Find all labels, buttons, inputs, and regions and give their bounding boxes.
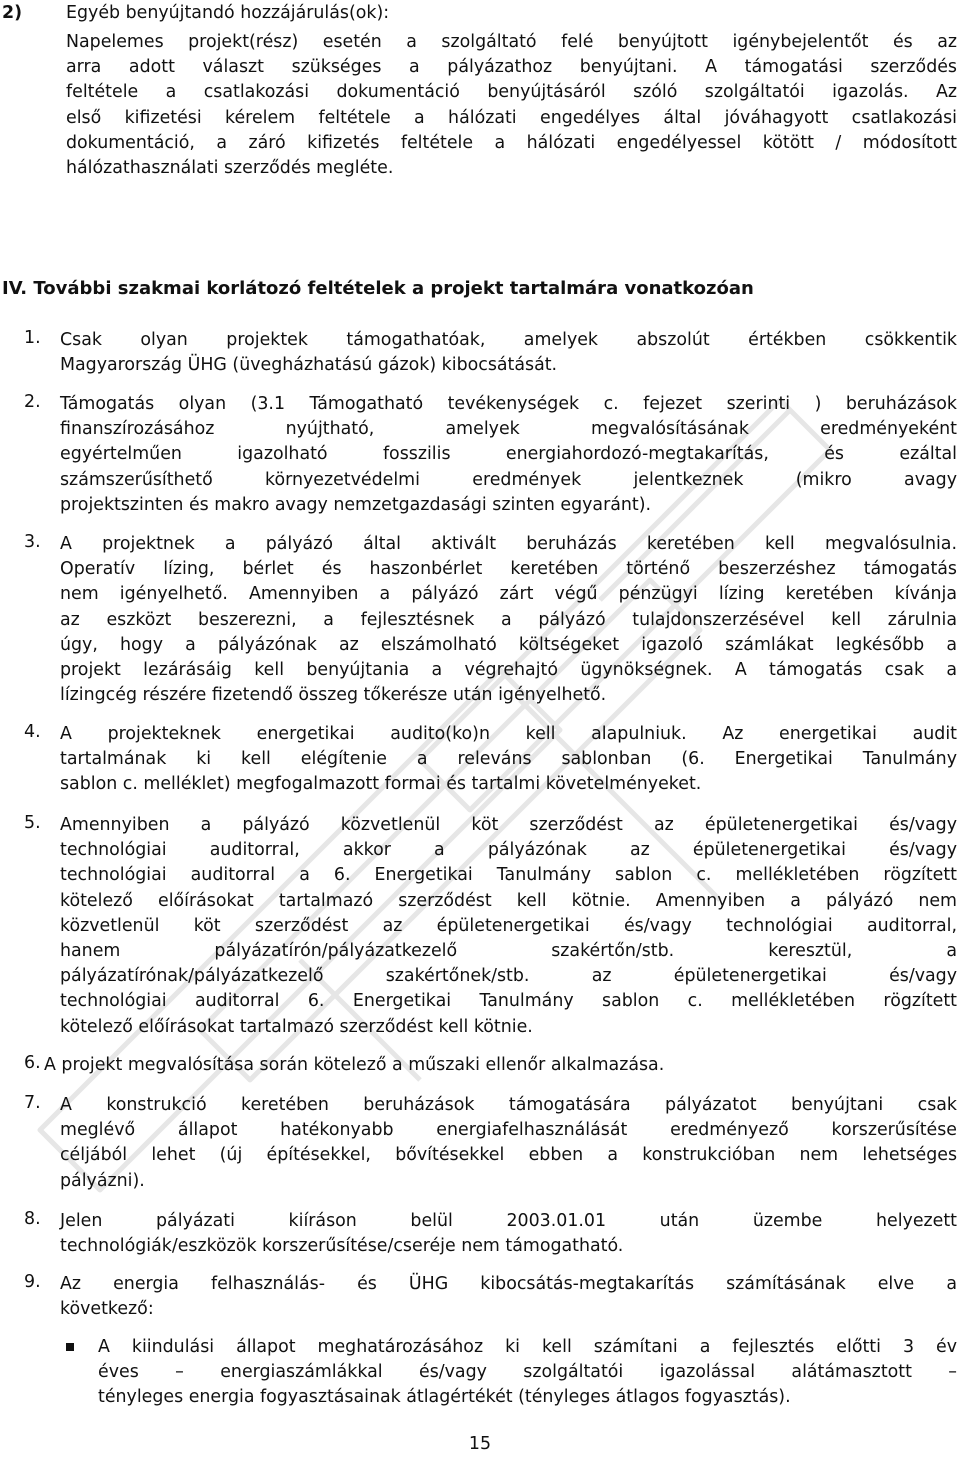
item-number: 7. (24, 1093, 41, 1113)
text-line: hálózathasználati szerződés megléte. (66, 158, 394, 179)
text-line: A projekt megvalósítása során kötelező a műszaki ellenőr alkalmazása. (44, 1055, 665, 1075)
list-item (60, 722, 957, 798)
text-line: kötelező előírásokat tartalmazó szerződést kell kötnie. Amennyiben a pályázó nem (60, 890, 957, 911)
list-item (60, 392, 957, 518)
text-line: egyértelműen igazolható fosszilis energiahordozó-megtakarítás, és ezáltal (60, 444, 957, 465)
text-line: projekt lezárásáig kell benyújtania a végrehajtó ügynökségnek. A támogatás csak a (60, 660, 957, 681)
section-title: Egyéb benyújtandó hozzájárulás(ok): (66, 3, 390, 23)
text-line: projektszinten és makro avagy nemzetgazdasági szinten egyaránt). (60, 494, 652, 515)
text-line: A kiindulási állapot meghatározásához ki kell számítani a fejlesztés előtti 3 év (98, 1337, 957, 1357)
text-line: következő: (60, 1299, 154, 1320)
text-line: első kifizetési kérelem feltétele a hálózati engedélyes által jóváhagyott csatlakozási (66, 107, 957, 128)
text-line: az eszközt beszerezni, a fejlesztésnek a pályázó tulajdonszerzésével kell zárulnia (60, 609, 957, 630)
list-item (60, 1093, 957, 1194)
text-line: tartalmának ki kell elégítenie a releváns sablonban (6. Energetikai Tanulmány (60, 749, 957, 770)
text-line: közvetlenül köt szerződést az épületenergetikai és/vagy technológiai auditorral, (60, 915, 957, 936)
text-line: éves – energiaszámlákkal és/vagy szolgáltatói igazolással alátámasztott – (98, 1362, 957, 1383)
item-number: 3. (24, 532, 41, 552)
section2-paragraph (66, 30, 957, 181)
text-line: A konstrukció keretében beruházások támogatására pályázatot benyújtani csak (60, 1095, 957, 1115)
bullet-item (98, 1335, 957, 1411)
text-line: tényleges energia fogyasztásainak átlagértékét (tényleges átlagos fogyasztás). (98, 1387, 791, 1408)
text-line: dokumentáció, a záró kifizetés feltétele a hálózati engedélyessel kötött / módosított (66, 132, 957, 153)
text-line: technológiai auditorral a 6. Energetikai Tanulmány sablon c. mellékletében rögzített (60, 865, 957, 886)
text-line: pályázni). (60, 1170, 145, 1191)
text-line: technológiai auditorral, akkor a pályázónak az épületenergetikai és/vagy (60, 840, 957, 861)
item-number: 6. (24, 1053, 41, 1073)
text-line: Jelen pályázati kiíráson belül 2003.01.01 után üzembe helyezett (60, 1211, 957, 1231)
page-number: 15 (468, 1434, 492, 1454)
text-line: nem igényelhető. Amennyiben a pályázó zárt végű pénzügyi lízing keretében kívánja (60, 584, 957, 605)
section-number: 2) (2, 3, 23, 23)
item-number: 5. (24, 813, 41, 833)
text-line: számszerűsíthető környezetvédelmi eredmények jelentkeznek (mikro avagy (60, 469, 957, 490)
text-line: meglévő állapot hatékonyabb energiafelhasználását eredményező korszerűsítése (60, 1120, 957, 1141)
section-heading: IV. További szakmai korlátozó feltételek a projekt tartalmára vonatkozóan (2, 278, 754, 299)
list-item (60, 813, 957, 1040)
list-item (60, 328, 957, 378)
text-line: céljából lehet (új építésekkel, bővítésekkel ebben a konstrukcióban nem lehetséges (60, 1145, 957, 1166)
text-line: technológiai auditorral 6. Energetikai Tanulmány sablon c. mellékletében rögzített (60, 991, 957, 1012)
text-line: hanem pályázatírón/pályázatkezelő szakértőn/stb. keresztül, a (60, 941, 957, 962)
item-number: 2. (24, 392, 41, 412)
text-line: technológiák/eszközök korszerűsítése/cseréje nem támogatható. (60, 1236, 624, 1257)
item-number: 8. (24, 1209, 41, 1229)
text-line: Az energia felhasználás- és ÜHG kibocsátás-megtakarítás számításának elve a (60, 1274, 957, 1294)
text-line: Napelemes projekt(rész) esetén a szolgáltató felé benyújtott igénybejelentőt és az (66, 32, 957, 52)
text-line: Csak olyan projektek támogathatóak, amelyek abszolút értékben csökkentik (60, 330, 957, 350)
list-item (60, 1272, 957, 1322)
text-line: kötelező előírásokat tartalmazó szerződést kell kötnie. (60, 1016, 533, 1037)
bullet-square-icon (66, 1343, 74, 1351)
text-line: Támogatás olyan (3.1 Támogatható tevékenységek c. fejezet szerinti ) beruházások (60, 394, 957, 414)
text-line: Operatív lízing, bérlet és haszonbérlet keretében történő beszerzéshez támogatás (60, 559, 957, 580)
text-line: A projekteknek energetikai audito(ko)n kell alapulniuk. Az energetikai audit (60, 724, 957, 744)
text-line: sablon c. melléklet) megfogalmazott formai és tartalmi követelményeket. (60, 774, 702, 795)
text-line: lízingcég részére fizetendő összeg tőkerésze után igényelhető. (60, 685, 607, 706)
item-number: 9. (24, 1272, 41, 1292)
item-number: 1. (24, 328, 41, 348)
list-item (60, 1209, 957, 1259)
text-line: arra adott választ szükséges a pályázathoz benyújtani. A támogatási szerződés (66, 57, 957, 78)
text-line: feltétele a csatlakozási dokumentáció benyújtásáról szóló szolgáltatói igazolás. Az (66, 82, 957, 103)
text-line: pályázatírónak/pályázatkezelő szakértőnek/stb. az épületenergetikai és/vagy (60, 966, 957, 987)
text-line: Amennyiben a pályázó közvetlenül köt szerződést az épületenergetikai és/vagy (60, 815, 957, 835)
text-line: Magyarország ÜHG (üvegházhatású gázok) kibocsátását. (60, 355, 558, 376)
text-line: úgy, hogy a pályázónak az elszámolható költségeket igazoló számlákat legkésőbb a (60, 634, 957, 655)
item-number: 4. (24, 722, 41, 742)
text-line: A projektnek a pályázó által aktivált beruházás keretében kell megvalósulnia. (60, 534, 957, 554)
list-item (60, 532, 957, 708)
list-item (44, 1053, 957, 1078)
text-line: finanszírozásához nyújtható, amelyek megvalósításának eredményeként (60, 419, 957, 440)
